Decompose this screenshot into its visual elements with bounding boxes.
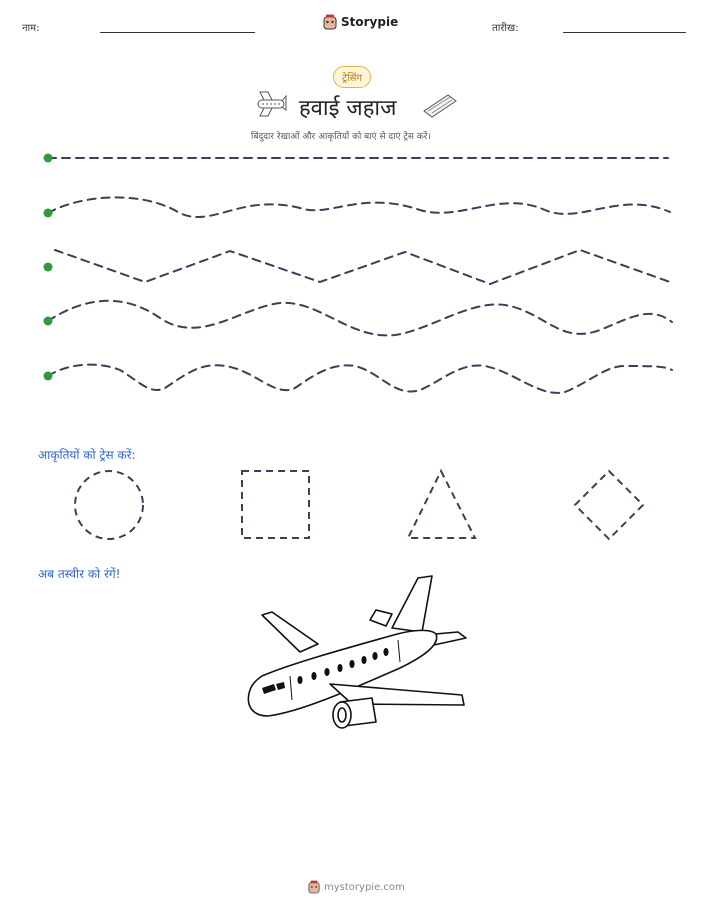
color-heading: अब तस्वीर को रंगें! <box>38 567 121 581</box>
footer-url[interactable]: mystorypie.com <box>324 881 405 893</box>
footer <box>308 880 405 894</box>
tail-fin <box>392 576 432 632</box>
brand-name: Storypie <box>341 15 399 29</box>
upper-wing <box>262 612 318 652</box>
date-label: तारीख: <box>492 23 519 34</box>
shapes-heading: आकृतियों को ट्रेस करें: <box>38 448 136 462</box>
storypie-icon <box>308 880 320 894</box>
page-title: हवाई जहाज <box>299 96 397 121</box>
name-label: नाम: <box>22 23 40 34</box>
instruction-text: बिंदुदार रेखाओं और आकृतियों को बाएं से दाएं ट्रेस करें। <box>251 132 431 142</box>
tracing-badge: ट्रेसिंग <box>333 66 371 88</box>
